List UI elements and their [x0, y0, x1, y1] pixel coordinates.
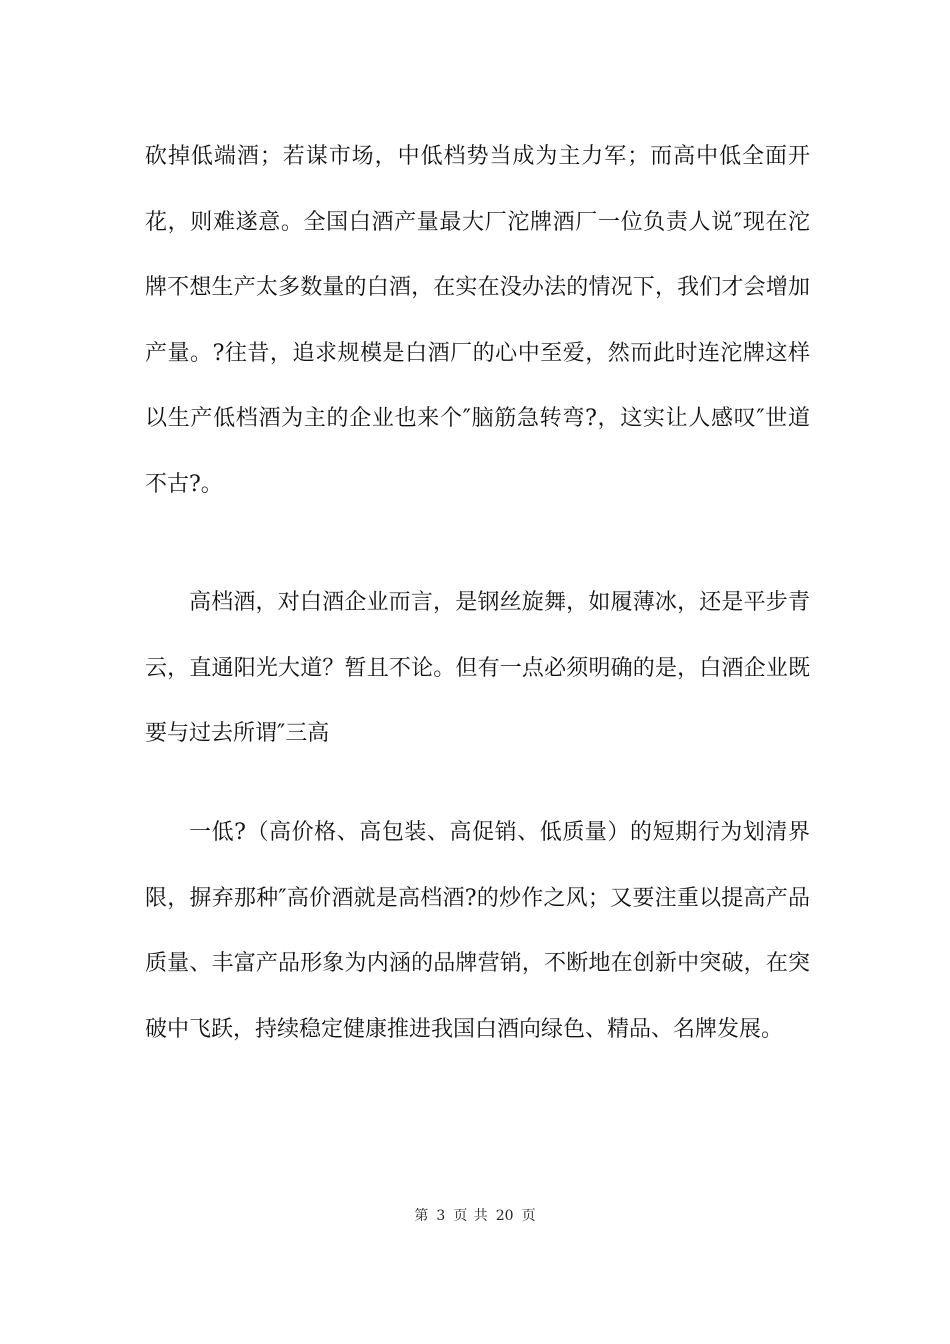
footer-total-pages: 20 — [495, 1208, 514, 1224]
page-footer — [0, 1206, 950, 1226]
footer-mid: 页 共 — [453, 1208, 488, 1224]
footer-suffix: 页 — [521, 1208, 536, 1224]
footer-current-page: 3 — [436, 1208, 446, 1224]
paragraph-2: 高档酒，对白酒企业而言，是钢丝旋舞，如履薄冰，还是平步青云，直通阳光大道？暂且不论。但有一点必须明确的是，白酒企业既要与过去所谓″三高 — [145, 590, 810, 746]
footer-prefix: 第 — [414, 1208, 429, 1224]
paragraph-3: 一低?（高价格、高包装、高促销、低质量）的短期行为划清界限，摒弃那种″高价酒就是高档酒?的炒作之风；又要注重以提高产品质量、丰富产品形象为内涵的品牌营销，不断地在创新中突破，在突破中飞跃，持续稳定健康推进我国白酒向绿色、精品、名牌发展。 — [145, 820, 810, 1042]
paragraph-1: 砍掉低端酒；若谋市场，中低档势当成为主力军；而高中低全面开花，则难遂意。全国白酒产量最大厂沱牌酒厂一位负责人说″现在沱牌不想生产太多数量的白酒，在实在没办法的情况下，我们才会增加产量。?往昔，追求规模是白酒厂的心中至爱，然而此时连沱牌这样以生产低档酒为主的企业也来个″脑筋急转弯?，这实让人感叹″世道不古?。 — [145, 144, 810, 497]
